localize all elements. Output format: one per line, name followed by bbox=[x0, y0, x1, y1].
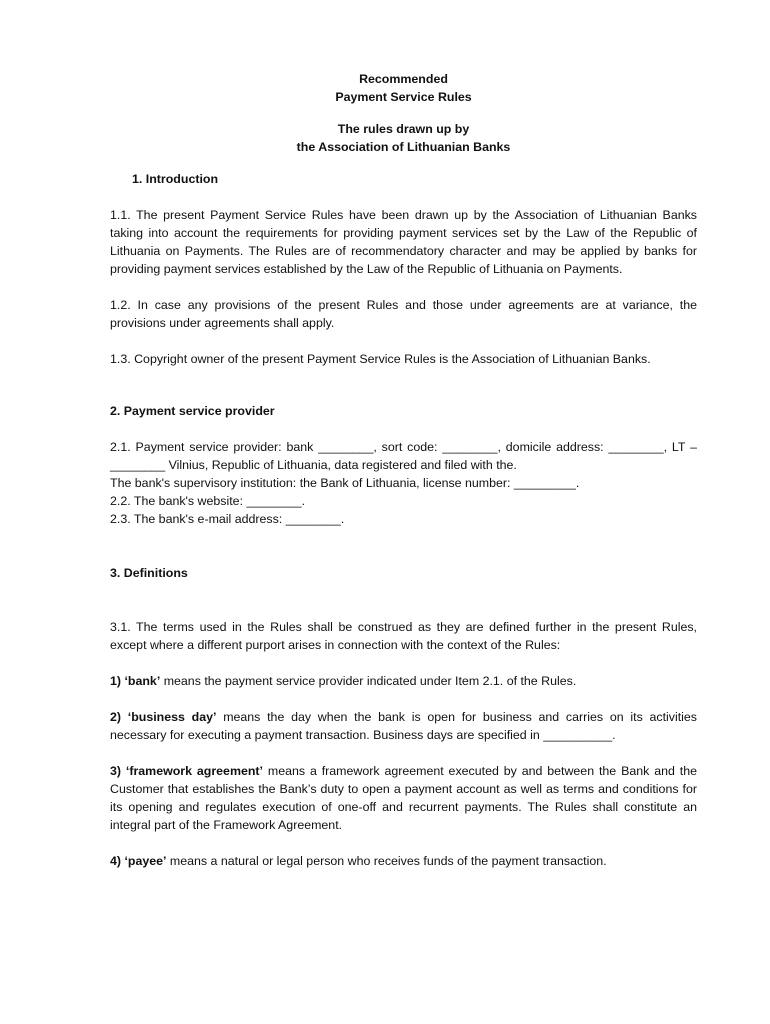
definition-4-text: means a natural or legal person who receives funds of the payment transaction. bbox=[166, 854, 607, 868]
title-line-1: Recommended bbox=[359, 72, 448, 86]
definition-2-term: 2) ‘business day’ bbox=[110, 710, 217, 724]
definition-3 bbox=[110, 762, 697, 834]
definition-3-text: means a framework agreement executed by and between the Bank and the Customer that establishes the Bank’s duty to open a payment account as well as terms and conditions for its opening and regulates execution of one-off and recurrent payments. The Rules shall constitute an integral part of the Framework Agreement. bbox=[110, 764, 697, 832]
section-3-heading: 3. Definitions bbox=[110, 566, 188, 580]
paragraph-2-2: 2.2. The bank's website: ________. bbox=[110, 494, 306, 508]
title-line-2: Payment Service Rules bbox=[335, 90, 472, 104]
title-line-4: the Association of Lithuanian Banks bbox=[296, 140, 511, 154]
paragraph-2-1-license: The bank's supervisory institution: the Bank of Lithuania, license number: _________. bbox=[110, 476, 580, 490]
section-1-heading: 1. Introduction bbox=[132, 172, 219, 186]
definition-3-term: 3) ‘framework agreement’ bbox=[110, 764, 263, 778]
definition-1-term: 1) ‘bank’ bbox=[110, 674, 161, 688]
paragraph-1-1: 1.1. The present Payment Service Rules have been drawn up by the Association of Lithuanian Banks taking into account the requirements for providing payment services set by the Law of the Republic of Lithuania on Payments. The Rules are of recommendatory character and may be applied by banks for providing payment services established by the Law of the Republic of Lithuania on Payments. bbox=[110, 208, 697, 276]
title-line-3: The rules drawn up by bbox=[337, 122, 470, 136]
definition-2 bbox=[110, 708, 697, 744]
definition-1-text: means the payment service provider indicated under Item 2.1. of the Rules. bbox=[160, 674, 577, 688]
section-2-heading: 2. Payment service provider bbox=[110, 404, 275, 418]
paragraph-2-1: 2.1. Payment service provider: bank ________, sort code: ________, domicile address: ________, LT –________ Vilnius, Republic of Lithuania, data registered and filed with the. bbox=[110, 440, 697, 472]
definition-1 bbox=[110, 672, 697, 690]
paragraph-1-2: 1.2. In case any provisions of the present Rules and those under agreements are at variance, the provisions under agreements shall apply. bbox=[110, 298, 697, 330]
definition-2-text: means the day when the bank is open for business and carries on its activities necessary for executing a payment transaction. Business days are specified in __________. bbox=[110, 710, 698, 742]
paragraph-3-1: 3.1. The terms used in the Rules shall be construed as they are defined further in the present Rules, except where a different purport arises in connection with the context of the Rules: bbox=[110, 620, 697, 652]
definition-4-term: 4) ‘payee’ bbox=[110, 854, 167, 868]
definition-4 bbox=[110, 852, 697, 870]
paragraph-2-3: 2.3. The bank's e-mail address: ________. bbox=[110, 512, 345, 526]
paragraph-1-3: 1.3. Copyright owner of the present Payment Service Rules is the Association of Lithuanian Banks. bbox=[110, 352, 651, 366]
